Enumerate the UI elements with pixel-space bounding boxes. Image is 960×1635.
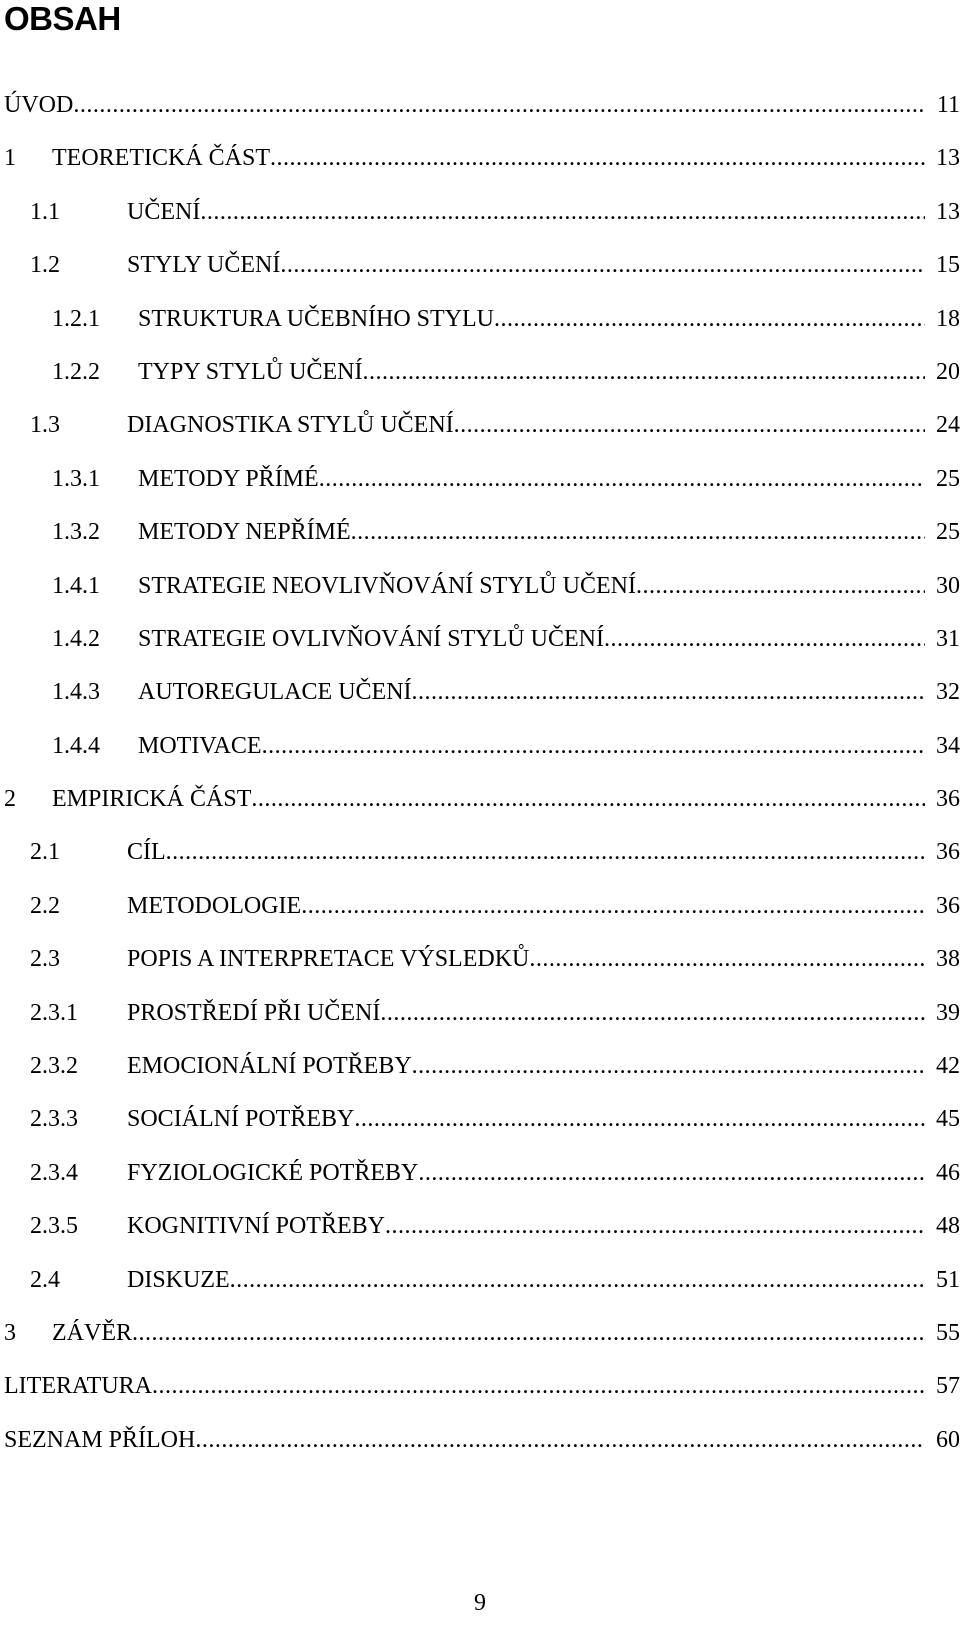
toc-entry-title: KOGNITIVNÍ POTŘEBY	[127, 1200, 385, 1253]
toc-entry-line	[138, 560, 960, 613]
toc-entry[interactable]	[0, 1307, 960, 1360]
toc-entry-title: TYPY STYLŮ UČENÍ	[138, 346, 362, 399]
toc-entry-line	[127, 880, 960, 933]
toc-entry-page: 46	[936, 1159, 960, 1186]
toc-entry-number: 2.4	[30, 1266, 60, 1293]
toc-entry-title: DIAGNOSTIKA STYLŮ UČENÍ	[127, 399, 454, 452]
toc-entry-page: 57	[936, 1373, 960, 1400]
toc-entry-title: STRATEGIE NEOVLIVŇOVÁNÍ STYLŮ UČENÍ	[138, 560, 636, 613]
toc-entry-page: 36	[936, 839, 960, 866]
toc-entry-title: METODY NEPŘÍMÉ	[138, 506, 351, 559]
toc-entry-number: 2	[4, 786, 16, 813]
toc-entry-title: METODOLOGIE	[127, 880, 301, 933]
toc-entry-line	[127, 1254, 960, 1307]
toc-entry-title: SEZNAM PŘÍLOH	[4, 1414, 195, 1467]
toc-entry[interactable]	[0, 1414, 960, 1467]
toc-entry-line	[127, 1040, 960, 1093]
toc-entry-line	[52, 132, 960, 185]
toc-entry[interactable]	[0, 1147, 960, 1200]
dot-leader	[132, 1307, 925, 1360]
toc-entry-title: FYZIOLOGICKÉ POTŘEBY	[127, 1147, 418, 1200]
toc-entry[interactable]	[0, 666, 960, 719]
toc-entry-number: 2.3	[30, 946, 60, 973]
toc-entry-line	[138, 453, 960, 506]
toc-entry-page: 32	[936, 679, 960, 706]
toc-entry[interactable]	[0, 560, 960, 613]
toc-entry-page: 36	[936, 786, 960, 813]
dot-leader	[195, 1414, 925, 1467]
toc-entry-title: UČENÍ	[127, 186, 200, 239]
toc-entry-line	[127, 826, 960, 879]
toc-entry-page: 13	[936, 198, 960, 225]
toc-entry-title: POPIS A INTERPRETACE VÝSLEDKŮ	[127, 933, 529, 986]
toc-entry-line	[52, 773, 960, 826]
toc-entry-number: 2.3.3	[30, 1106, 78, 1133]
toc-entry-line	[127, 186, 960, 239]
toc-entry-number: 1.3	[30, 412, 60, 439]
dot-leader	[412, 1040, 925, 1093]
toc-entry-title: MOTIVACE	[138, 720, 262, 773]
dot-leader	[251, 773, 925, 826]
dot-leader	[152, 1360, 925, 1413]
toc-entry-line	[138, 720, 960, 773]
toc-entry-number: 1.2.2	[52, 358, 100, 385]
dot-leader	[380, 987, 925, 1040]
toc-entry[interactable]	[0, 720, 960, 773]
toc-entry-number: 2.3.4	[30, 1159, 78, 1186]
toc-entry-title: STRATEGIE OVLIVŇOVÁNÍ STYLŮ UČENÍ	[138, 613, 604, 666]
toc-entry-title: STRUKTURA UČEBNÍHO STYLU	[138, 293, 494, 346]
dot-leader	[385, 1200, 925, 1253]
dot-leader	[494, 293, 925, 346]
toc-entry-title: PROSTŘEDÍ PŘI UČENÍ	[127, 987, 380, 1040]
toc-entry[interactable]	[0, 346, 960, 399]
toc-entry-line	[127, 1200, 960, 1253]
dot-leader	[354, 1093, 925, 1146]
dot-leader	[319, 453, 925, 506]
toc-entry-page: 20	[936, 358, 960, 385]
toc-entry-number: 1	[4, 145, 16, 172]
toc-entry-number: 2.2	[30, 892, 60, 919]
toc-entry-line	[127, 239, 960, 292]
toc-entry-page: 45	[936, 1106, 960, 1133]
dot-leader	[270, 132, 925, 185]
toc-entry-page: 24	[936, 412, 960, 439]
toc-entry-page: 36	[936, 892, 960, 919]
dot-leader	[262, 720, 925, 773]
dot-leader	[529, 933, 925, 986]
toc-entry[interactable]	[0, 79, 960, 132]
toc-entry-title: ÚVOD	[4, 79, 73, 132]
toc-entry[interactable]	[0, 613, 960, 666]
toc-entry[interactable]	[0, 987, 960, 1040]
toc-entry-page: 42	[936, 1053, 960, 1080]
toc-entry-title: STYLY UČENÍ	[127, 239, 280, 292]
toc-entry[interactable]	[0, 1254, 960, 1307]
dot-leader	[604, 613, 925, 666]
toc-entry-number: 1.3.2	[52, 519, 100, 546]
dot-leader	[166, 826, 925, 879]
toc-entry-page: 15	[936, 252, 960, 279]
dot-leader	[351, 506, 925, 559]
toc-entry-title: ZÁVĚR	[52, 1307, 132, 1360]
toc-entry[interactable]	[0, 186, 960, 239]
toc-entry-page: 18	[936, 305, 960, 332]
toc-entry-number: 1.1	[30, 198, 60, 225]
toc-entry-number: 2.3.5	[30, 1213, 78, 1240]
toc-entry-line	[127, 399, 960, 452]
toc-entry[interactable]	[0, 933, 960, 986]
toc-entry[interactable]	[0, 239, 960, 292]
toc-entry-line	[138, 613, 960, 666]
toc-entry[interactable]	[0, 453, 960, 506]
toc-entry[interactable]	[0, 399, 960, 452]
page-number: 9	[474, 1590, 486, 1616]
toc-entry-number: 1.3.1	[52, 465, 100, 492]
dot-leader	[73, 79, 925, 132]
toc-entry[interactable]	[0, 773, 960, 826]
toc-entry-line	[52, 1307, 960, 1360]
dot-leader	[362, 346, 925, 399]
toc-entry-title: LITERATURA	[4, 1360, 152, 1413]
toc-entry-title: DISKUZE	[127, 1254, 230, 1307]
toc-entry-line	[127, 1147, 960, 1200]
toc-entry-number: 2.3.2	[30, 1053, 78, 1080]
toc-entry-title: TEORETICKÁ ČÁST	[52, 132, 270, 185]
toc-entry-line	[4, 1414, 960, 1467]
toc-entry-number: 2.3.1	[30, 999, 78, 1026]
toc-entry[interactable]	[0, 293, 960, 346]
toc-entry-line	[138, 666, 960, 719]
toc-entry-page: 55	[936, 1319, 960, 1346]
toc-entry-number: 1.4.1	[52, 572, 100, 599]
toc-entry-line	[138, 506, 960, 559]
toc-entry-page: 25	[936, 465, 960, 492]
toc-entry-page: 11	[936, 92, 960, 118]
toc-entry-page: 48	[936, 1213, 960, 1240]
dot-leader	[230, 1254, 925, 1307]
toc-entry-line	[138, 346, 960, 399]
page-title: OBSAH	[4, 0, 121, 37]
toc-entry-line	[127, 933, 960, 986]
toc-entry[interactable]	[0, 132, 960, 185]
toc-entry-line	[4, 1360, 960, 1413]
dot-leader	[418, 1147, 925, 1200]
toc-entry[interactable]	[0, 880, 960, 933]
toc-entry-line	[127, 1093, 960, 1146]
toc-entry-title: EMPIRICKÁ ČÁST	[52, 773, 251, 826]
toc-entry-page: 60	[936, 1426, 960, 1453]
toc-entry-page: 30	[936, 572, 960, 599]
dot-leader	[454, 399, 925, 452]
toc-entry-number: 1.2.1	[52, 305, 100, 332]
toc-entry-page: 25	[936, 519, 960, 546]
toc-entry[interactable]	[0, 506, 960, 559]
toc-entry-number: 1.4.4	[52, 732, 100, 759]
toc-entry-number: 1.2	[30, 252, 60, 279]
toc-entry[interactable]	[0, 1200, 960, 1253]
toc-entry[interactable]	[0, 1040, 960, 1093]
dot-leader	[200, 186, 925, 239]
toc-entry-number: 1.4.3	[52, 679, 100, 706]
dot-leader	[280, 239, 925, 292]
toc-entry-title: SOCIÁLNÍ POTŘEBY	[127, 1093, 354, 1146]
toc-entry-page: 31	[936, 625, 960, 652]
toc-entry-title: EMOCIONÁLNÍ POTŘEBY	[127, 1040, 412, 1093]
toc-entry-title: METODY PŘÍMÉ	[138, 453, 319, 506]
dot-leader	[301, 880, 925, 933]
toc-entry-line	[4, 79, 960, 132]
toc-entry-number: 1.4.2	[52, 625, 100, 652]
toc-entry-title: AUTOREGULACE UČENÍ	[138, 666, 412, 719]
toc-entry-number: 2.1	[30, 839, 60, 866]
toc-entry-title: CÍL	[127, 826, 166, 879]
toc-entry-page: 38	[936, 946, 960, 973]
table-of-contents	[0, 79, 960, 1467]
toc-entry[interactable]	[0, 1360, 960, 1413]
toc-entry-number: 3	[4, 1319, 16, 1346]
toc-entry-page: 39	[936, 999, 960, 1026]
toc-entry-line	[138, 293, 960, 346]
dot-leader	[412, 666, 925, 719]
toc-entry-line	[127, 987, 960, 1040]
toc-entry-page: 13	[936, 145, 960, 172]
toc-entry-page: 51	[936, 1266, 960, 1293]
toc-entry[interactable]	[0, 1093, 960, 1146]
dot-leader	[636, 560, 925, 613]
toc-entry[interactable]	[0, 826, 960, 879]
toc-entry-page: 34	[936, 732, 960, 759]
